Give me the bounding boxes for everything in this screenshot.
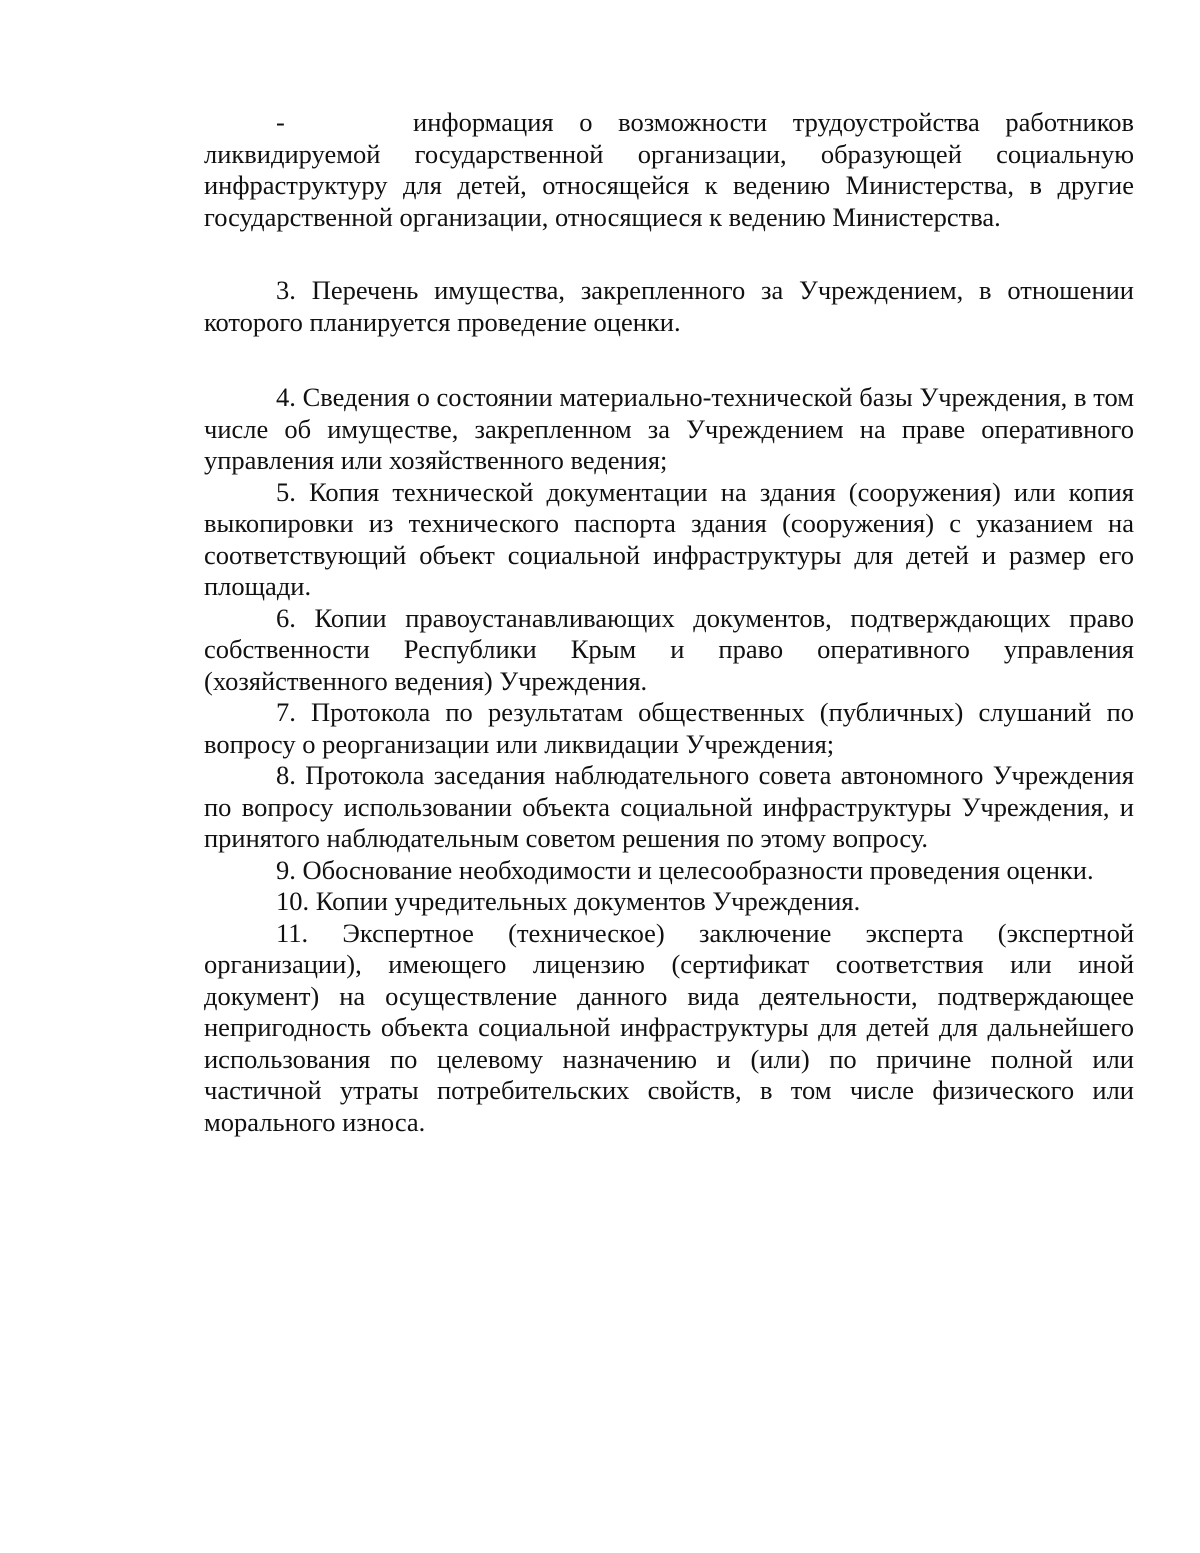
paragraph-item-4: 4. Сведения о состоянии материально-технической базы Учреждения, в том числе об имуществе, закрепленном за Учреждением на праве оперативного управления или хозяйственного ведения; bbox=[204, 382, 1134, 475]
paragraph-employment-info: - информация о возможности трудоустройства работников ликвидируемой государственной организации, образующей социальную инфраструктуру для детей, относящейся к ведению Министерства, в другие государственной организации, относящиеся к ведению Министерства. bbox=[204, 107, 1134, 232]
paragraph-item-11: 11. Экспертное (техническое) заключение эксперта (экспертной организации), имеющего лицензию (сертификат соответствия или иной документ) на осуществление данного вида деятельности, подтверждающее непригодность объекта социальной инфраструктуры для детей для дальнейшего использования по целевому назначению и (или) по причине полной или частичной утраты потребительских свойств, в том числе физического или морального износа. bbox=[204, 917, 1134, 1137]
paragraph-item-7: 7. Протокола по результатам общественных (публичных) слушаний по вопросу о реорганизации или ликвидации Учреждения; bbox=[204, 697, 1134, 759]
paragraph-item-9: 9. Обоснование необходимости и целесообразности проведения оценки. bbox=[276, 854, 1094, 885]
paragraph-item-6: 6. Копии правоустанавливающих документов, подтверждающих право собственности Республики Крым и право оперативного управления (хозяйственного ведения) Учреждения. bbox=[204, 602, 1134, 696]
paragraph-item-8: 8. Протокола заседания наблюдательного совета автономного Учреждения по вопросу использовании объекта социальной инфраструктуры Учреждения, и принятого наблюдательным советом решения по этому вопросу. bbox=[204, 760, 1134, 853]
document-body bbox=[204, 107, 1134, 1138]
paragraph-item-10: 10. Копии учредительных документов Учреждения. bbox=[276, 886, 861, 916]
paragraph-item-3: 3. Перечень имущества, закрепленного за Учреждением, в отношении которого планируется проведение оценки. bbox=[204, 275, 1134, 337]
paragraph-item-5: 5. Копия технической документации на здания (сооружения) или копия выкопировки из технического паспорта здания (сооружения) с указанием на соответствующий объект социальной инфраструктуры для детей и размер его площади. bbox=[204, 476, 1134, 601]
